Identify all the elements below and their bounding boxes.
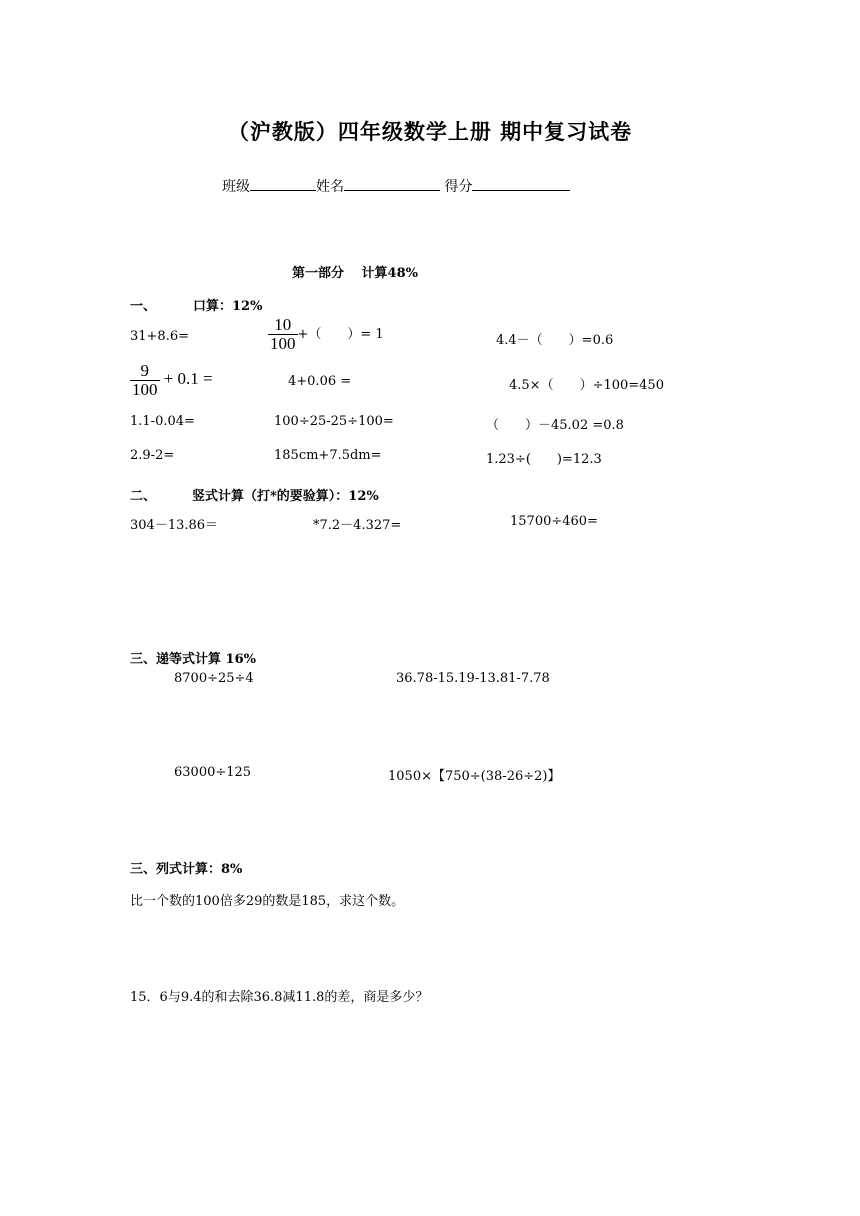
oral-1c: 4.4－（ ）=0.6	[496, 333, 614, 348]
oral-4a: 2.9-2=	[130, 448, 175, 463]
part1-heading: 第一部分 计算48%	[292, 266, 418, 281]
word-problem-1: 比一个数的100倍多29的数是185，求这个数。	[130, 894, 405, 909]
oral-2b: 4+0.06 =	[288, 374, 352, 389]
sec1-title: 口算：12%	[193, 299, 263, 314]
name-blank	[344, 176, 440, 191]
sec2-label: 二、	[130, 489, 157, 504]
vertical-calc-3: 15700÷460=	[510, 514, 598, 529]
oral-4b: 185cm+7.5dm=	[274, 448, 382, 463]
page-title: （沪教版）四年级数学上册 期中复习试卷	[227, 119, 633, 144]
oral-1a: 31+8.6=	[130, 329, 190, 344]
name-label: 姓名	[316, 179, 344, 195]
score-blank	[472, 176, 570, 191]
oral-3b: 100÷25-25÷100=	[274, 414, 394, 429]
info-line	[222, 176, 570, 196]
class-label: 班级	[222, 179, 250, 195]
score-label: 得分	[444, 179, 473, 195]
stepwise-1: 8700÷25÷4	[174, 671, 254, 686]
oral-1b-rest: +（ ）= 1	[297, 327, 384, 342]
oral-4c: 1.23÷( )=12.3	[486, 452, 602, 467]
vertical-calc-1: 304－13.86＝	[130, 518, 219, 533]
oral-3c: （ ）－45.02 =0.8	[486, 418, 624, 433]
sec2-title: 竖式计算（打*的要验算）：12%	[192, 489, 379, 504]
oral-3a: 1.1-0.04=	[130, 414, 195, 429]
fraction-9-100: $\frac{9}{100}$	[132, 361, 158, 399]
sec3-title: 三、递等式计算 16%	[130, 652, 256, 667]
sec4-title: 三、列式计算：8%	[130, 862, 243, 877]
stepwise-3: 63000÷125	[174, 765, 252, 780]
stepwise-4: 1050×【750÷(38-26÷2)】	[388, 769, 561, 784]
oral-2a	[130, 362, 213, 399]
oral-2a-rest: + 0.1 =	[163, 369, 213, 388]
sec1-label: 一、	[130, 299, 157, 314]
vertical-calc-2: *7.2－4.327=	[313, 518, 402, 533]
class-blank	[250, 176, 316, 191]
oral-1b	[268, 316, 384, 353]
fraction-10-100: $\frac{10}{100}$	[270, 315, 296, 353]
stepwise-2: 36.78-15.19-13.81-7.78	[396, 671, 550, 686]
oral-2c: 4.5×（ ）÷100=450	[509, 378, 664, 393]
word-problem-2: 15．6与9.4的和去除36.8减11.8的差，商是多少？	[130, 990, 429, 1005]
